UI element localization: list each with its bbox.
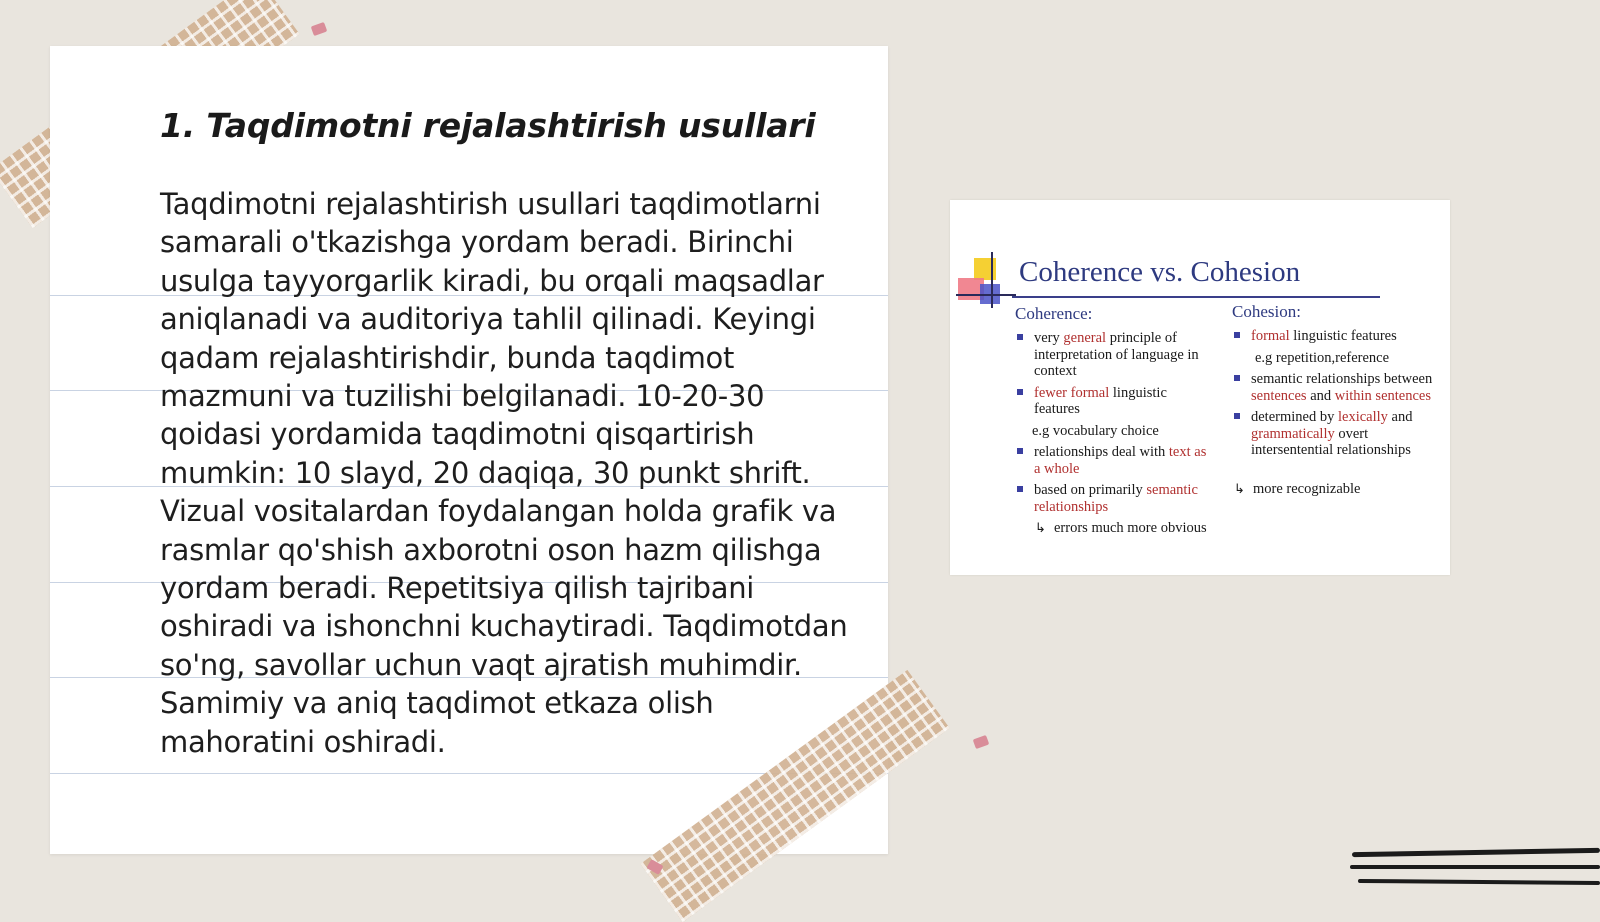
arrow-icon: ↳ xyxy=(1234,480,1245,496)
notebook-paper xyxy=(50,46,888,854)
slide-title: Coherence vs. Cohesion xyxy=(1019,256,1301,288)
coherence-example: e.g vocabulary choice xyxy=(1032,422,1159,439)
cohesion-item: determined by lexically and grammatically overt intersentential relationships xyxy=(1232,409,1442,459)
brush-stroke xyxy=(1358,879,1600,885)
arrow-icon: ↳ xyxy=(1035,520,1046,535)
cohesion-item: formal linguistic features xyxy=(1232,328,1442,345)
coherence-item: based on primarily semantic relationships xyxy=(1015,482,1215,515)
tape-tip-top xyxy=(311,22,328,36)
cohesion-heading: Cohesion: xyxy=(1232,302,1301,321)
coherence-note: ↳ errors much more obvious xyxy=(1035,520,1207,536)
page-title: 1. Taqdimotni rejalashtirish usullari xyxy=(160,106,816,145)
coherence-cohesion-slide-image xyxy=(950,200,1450,575)
cohesion-item: semantic relationships between sentences and within sentences xyxy=(1232,371,1442,404)
slide-logo-vertical-line xyxy=(991,252,993,308)
slide-logo-horizontal-line xyxy=(956,294,1016,296)
tape-tip-bottom xyxy=(973,735,990,749)
cohesion-column xyxy=(1232,302,1442,502)
coherence-heading: Coherence: xyxy=(1015,304,1093,323)
coherence-item: very general principle of interpretation of language in context xyxy=(1015,330,1215,380)
slide-title-rule xyxy=(1012,296,1380,298)
cohesion-note: ↳ more recognizable xyxy=(1234,480,1361,497)
cohesion-example: e.g repetition,reference xyxy=(1255,349,1390,366)
coherence-item: relationships deal with text as a whole xyxy=(1015,444,1215,477)
body-paragraph: Taqdimotni rejalashtirish usullari taqdimotlarni samarali o'tkazishga yordam beradi. Birinchi usulga tayyorgarlik kiradi, bu orqali maqsadlar aniqlanadi va auditoriya tahlil qilinadi. Keyingi qadam rejalashtirishdir, bunda taqdimot mazmuni va tuzilishi belgilanadi. 10-20-30 qoidasi yordamida taqdimotni qisqartirish mumkin: 10 slayd, 20 daqiqa, 30 punkt shrift. Vizual vositalardan foydalangan holda grafik va rasmlar qo'shish axborotni oson hazm qilishga yordam beradi. Repetitsiya qilish tajribani oshiradi va ishonchni kuchaytiradi. Taqdimotdan so'ng, savollar uchun vaqt ajratish muhimdir. Samimiy va aniq taqdimot etkaza olish mahoratini oshiradi. xyxy=(160,187,848,759)
brush-stroke xyxy=(1350,865,1600,869)
brush-stroke xyxy=(1352,848,1600,857)
coherence-column xyxy=(1015,304,1215,542)
coherence-item: fewer formal linguistic features xyxy=(1015,385,1215,418)
